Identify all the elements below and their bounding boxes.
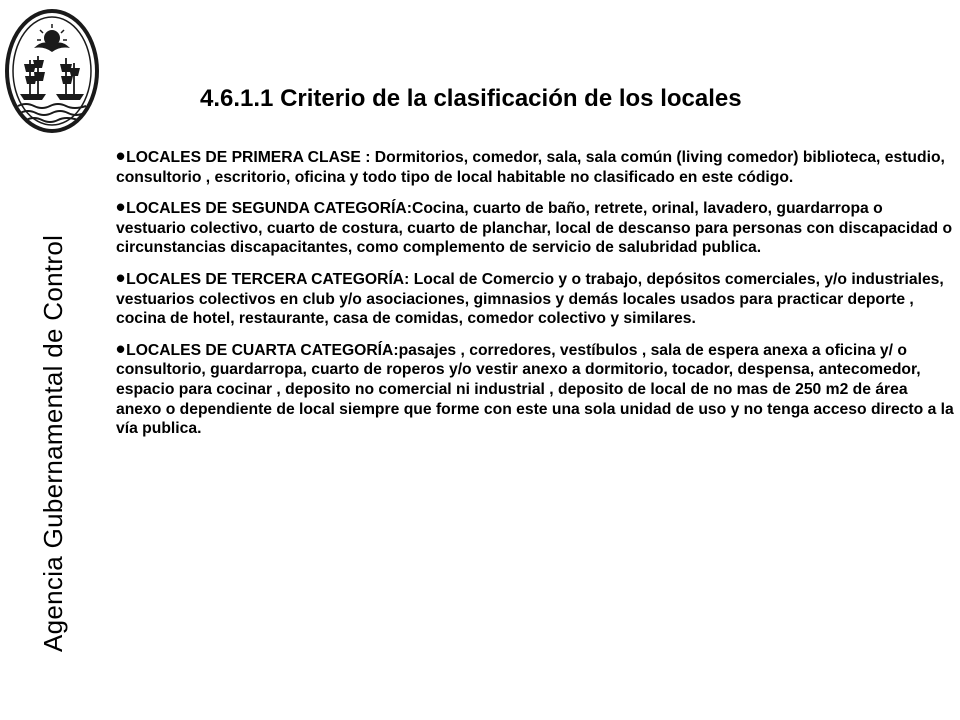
item-text: Local de Comercio y o trabajo, depósitos comerciales, y/o industriales, vestuarios colectivos en club y/o asociaciones, gimnasios y demás locales usados para practicar deporte , cocina de hotel, restaurante, casa de comidas, comedor colectivo y similares.: [116, 270, 944, 328]
list-item-segunda-categoria: [116, 192, 956, 258]
list-item-tercera-categoria: [116, 262, 956, 329]
list-item-cuarta-categoria: [116, 333, 956, 439]
item-label: LOCALES DE SEGUNDA CATEGORÍA:: [126, 200, 412, 218]
slide-title: 4.6.1.1 Criterio de la clasificación de los locales: [200, 85, 742, 112]
bullet-icon: •: [116, 262, 126, 293]
bullet-icon: •: [116, 141, 126, 171]
list-item-primera-clase: [116, 141, 956, 187]
item-text: pasajes , corredores, vestíbulos , sala de espera anexa a oficina y/ o consultorio, guardarropa, cuarto de roperos y/o vestir anexo a dormitorio, tocador, despensa, antecomedor, espacio para cocinar , deposito no comercial ni industrial , deposito de local de no mas de 250 m2 de área anexo o dependiente de local siempre que forme con este una sola unidad de uso y no tenga acceso directo a la vía publica.: [116, 341, 954, 438]
item-label: LOCALES DE CUARTA CATEGORÍA:: [126, 341, 399, 359]
bullet-icon: •: [116, 333, 126, 364]
item-text: Cocina, cuarto de baño, retrete, orinal, lavadero, guardarropa o vestuario colectivo, cuarto de costura, cuarto de planchar, local de descanso para personas con discapacidad o circunstancias discapacitantes, como complemento de servicio de salubridad publica.: [116, 200, 953, 257]
item-label: LOCALES DE TERCERA CATEGORÍA:: [126, 270, 414, 288]
buenos-aires-city-seal-icon: [4, 8, 100, 134]
classification-list: [116, 141, 956, 451]
agency-name-label: Agencia Gubernamental de Control: [38, 234, 68, 652]
item-text: Dormitorios, comedor, sala, sala común (living comedor) biblioteca, estudio, consultorio , escritorio, oficina y todo tipo de local habitable no clasificado en este código.: [116, 149, 945, 186]
item-label: LOCALES DE PRIMERA CLASE :: [126, 149, 375, 166]
bullet-icon: •: [116, 192, 126, 223]
city-seal-logo: [4, 8, 100, 134]
